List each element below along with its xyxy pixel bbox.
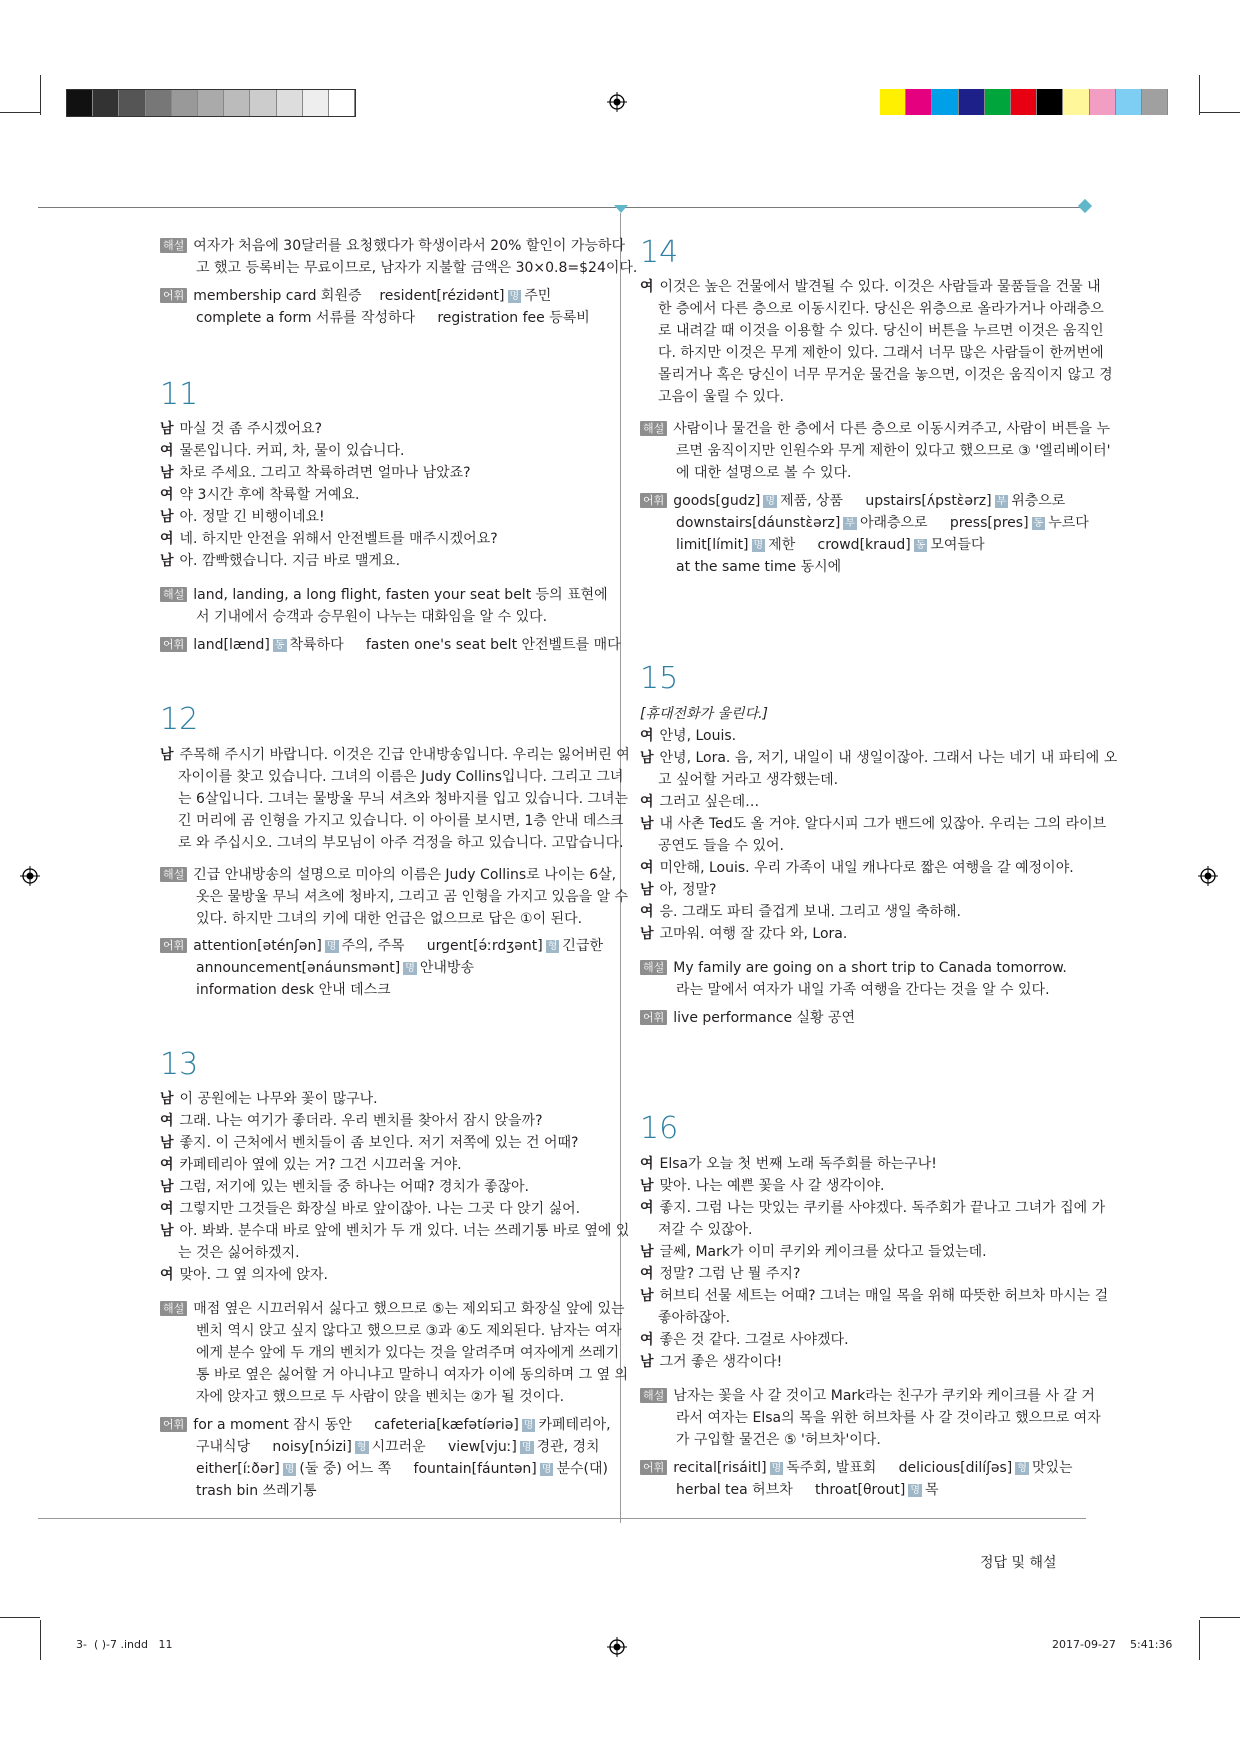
text: 고 싶어할 거라고 생각했는데. <box>658 772 839 788</box>
vocab-line <box>196 1458 608 1480</box>
text: 주목해 주시기 바랍니다. 이것은 긴급 안내방송입니다. 우리는 잃어버린 여 <box>179 747 630 763</box>
text: 누르다 <box>1048 515 1089 531</box>
speaker <box>160 744 630 766</box>
text: resident[rézidənt] <box>379 288 505 304</box>
text: 아. 정말 긴 비행이네요! <box>179 509 325 525</box>
noun-badge: 명 <box>910 1485 921 1496</box>
text: 네. 하지만 안전을 위해서 안전벨트를 매주시겠어요? <box>179 531 498 547</box>
speaker-label: 여 <box>640 728 654 744</box>
color-swatch <box>224 90 250 116</box>
explanation-10 <box>160 235 625 257</box>
text: cafeteria[kæfətíəriə] <box>374 1417 519 1433</box>
speaker-label: 남 <box>640 1244 654 1260</box>
speaker-label: 여 <box>160 1157 174 1173</box>
text: 안내방송 <box>419 960 474 976</box>
text: 여자가 처음에 30달러를 요청했다가 학생이라서 20% 할인이 가능하다 <box>193 238 625 254</box>
text: 그거 좋은 생각이다! <box>659 1354 783 1370</box>
question-number-16: 16 <box>640 1111 679 1146</box>
color-swatch <box>250 90 276 116</box>
vocab-line <box>196 307 590 329</box>
text: My family are going on a short trip to Canada tomorrow. <box>673 960 1067 976</box>
text: at the same time 동시에 <box>676 559 842 575</box>
text: urgent[ə́ːrdʒənt] <box>426 938 543 954</box>
text: 르면 움직이지만 인원수와 무게 제한이 있다고 했으므로 ③ '엘리베이터' <box>676 443 1111 459</box>
color-swatch <box>1116 89 1142 115</box>
text: 좋아하잖아. <box>658 1310 731 1326</box>
speaker-label: 남 <box>160 421 174 437</box>
text: 사람이나 물건을 한 층에서 다른 층으로 이동시켜주고, 사람이 버튼을 누 <box>673 421 1110 437</box>
vocab-15 <box>640 1007 855 1029</box>
text: 긴급한 <box>562 938 603 954</box>
text: announcement[ənáunsmənt] <box>196 960 401 976</box>
registration-mark-right <box>1198 866 1218 886</box>
print-date: 2017-09-27 <box>1052 1638 1116 1651</box>
text: 정말? 그럼 난 뭘 주지? <box>659 1266 801 1282</box>
speaker-label: 남 <box>160 1223 174 1239</box>
question-number-12: 12 <box>160 702 199 737</box>
speaker <box>640 901 961 923</box>
speaker-label: 남 <box>640 750 654 766</box>
text: 맞아. 그 옆 의자에 앉자. <box>179 1267 328 1283</box>
speaker-label: 여 <box>640 1200 654 1216</box>
color-swatch <box>1142 89 1168 115</box>
explanation-14 <box>640 418 1110 440</box>
speaker <box>640 879 716 901</box>
text: 좋은 것 같다. 그걸로 사야겠다. <box>659 1332 849 1348</box>
vocab-badge: 어휘 <box>160 1417 187 1432</box>
text: 라서 여자는 Elsa의 목을 위한 허브차를 사 갈 것이라고 했으므로 여자 <box>676 1410 1101 1426</box>
text: 제품, 상품 <box>780 493 844 509</box>
explain-badge: 해설 <box>640 1388 667 1403</box>
text: 카페테리아 옆에 있는 거? 그건 시끄러울 거야. <box>179 1157 462 1173</box>
section-footer: 정답 및 해설 <box>980 1555 1057 1571</box>
speaker-label: 여 <box>160 1201 174 1217</box>
text: 져갈 수 있잖아. <box>658 1222 753 1238</box>
color-swatch <box>329 90 355 116</box>
color-swatch <box>119 90 145 116</box>
text: 몰리거나 혹은 당신이 너무 무거운 물건을 놓으면, 이것은 움직이지 않고 경 <box>658 367 1113 383</box>
text: 구내식당 <box>196 1439 251 1455</box>
text: 공연도 들을 수 있어. <box>658 838 784 854</box>
noun-badge: 명 <box>753 540 764 551</box>
question-number-14: 14 <box>640 235 679 270</box>
noun-badge: 명 <box>523 1420 534 1431</box>
text: (둘 중) 어느 쪽 <box>299 1461 392 1477</box>
speaker <box>160 1132 578 1154</box>
color-bar-gray <box>66 89 356 117</box>
adv-badge: 부 <box>996 496 1007 507</box>
vocab-line <box>196 957 474 979</box>
text: 라는 말에서 여자가 내일 가족 여행을 간다는 것을 알 수 있다. <box>676 982 1050 998</box>
speaker-label: 남 <box>640 1354 654 1370</box>
explain-badge: 해설 <box>160 1301 187 1316</box>
speaker-label: 여 <box>160 531 174 547</box>
noun-badge: 명 <box>765 496 776 507</box>
vocab-10 <box>160 285 551 307</box>
text: 옷은 물방울 무늬 셔츠에 청바지, 그리고 곰 인형을 가지고 있음을 알 수 <box>196 889 629 905</box>
color-swatch <box>932 89 958 115</box>
text: 안녕, Louis. <box>659 728 737 744</box>
text: 자이이를 찾고 있습니다. 그녀의 이름은 Judy Collins입니다. 그리고 그녀 <box>178 769 624 785</box>
speaker <box>160 506 325 528</box>
header-diamond-end <box>1078 199 1092 213</box>
noun-badge: 명 <box>326 941 337 952</box>
text: 응. 그래도 파티 즐겁게 보내. 그리고 생일 축하해. <box>659 904 961 920</box>
speaker-label: 남 <box>160 553 174 569</box>
print-time: 5:41:36 <box>1130 1638 1173 1651</box>
text: 독주회, 발표회 <box>786 1460 877 1476</box>
speaker <box>640 791 759 813</box>
vocab-16 <box>640 1457 1073 1479</box>
color-swatch <box>146 90 172 116</box>
vocab-13 <box>160 1414 611 1436</box>
text: 한 층에서 다른 층으로 이동시킨다. 당신은 위층으로 올라가거나 아래층으 <box>658 301 1104 317</box>
question-number-13: 13 <box>160 1047 199 1082</box>
explain-badge: 해설 <box>160 238 187 253</box>
speaker <box>640 1241 987 1263</box>
text: 로 와 주십시오. 그녀의 부모님이 아주 걱정을 하고 있습니다. 고맙습니다. <box>178 835 624 851</box>
speaker <box>640 725 736 747</box>
speaker-label: 남 <box>160 465 174 481</box>
registration-mark-bottom <box>607 1637 627 1657</box>
text: 가 구입할 물건은 ⑤ '허브차'이다. <box>676 1432 881 1448</box>
color-swatch <box>880 89 906 115</box>
vocab-badge: 어휘 <box>640 1460 667 1475</box>
noun-badge: 명 <box>521 1442 532 1453</box>
color-swatch <box>959 89 985 115</box>
text: 그렇지만 그것들은 화장실 바로 앞이잖아. 나는 그곳 다 앉기 싫어. <box>179 1201 581 1217</box>
verb-badge: 동 <box>915 540 926 551</box>
crop-mark <box>0 112 40 113</box>
adj-badge: 형 <box>1017 1463 1027 1474</box>
color-swatch <box>1063 89 1089 115</box>
adj-badge: 형 <box>356 1442 367 1453</box>
speaker <box>640 1285 1108 1307</box>
text: attention[əténʃən] <box>193 938 322 954</box>
speaker-label: 여 <box>640 904 654 920</box>
speaker-label: 여 <box>640 279 654 295</box>
speaker-label: 남 <box>160 1091 174 1107</box>
text: 그래. 나는 여기가 좋더라. 우리 벤치를 찾아서 잠시 앉을까? <box>179 1113 543 1129</box>
text: Elsa가 오늘 첫 번째 노래 독주회를 하는구나! <box>659 1156 937 1172</box>
adv-badge: 부 <box>845 518 855 529</box>
color-swatch <box>1090 89 1116 115</box>
text: fasten one's seat belt 안전벨트를 매다 <box>365 637 621 653</box>
header-rule <box>38 207 1086 208</box>
speaker <box>640 1153 937 1175</box>
speaker-label: 남 <box>160 509 174 525</box>
text: 글쎄, Mark가 이미 쿠키와 케이크를 샀다고 들었는데. <box>659 1244 987 1260</box>
text: live performance 실황 공연 <box>673 1010 856 1026</box>
speaker-label: 여 <box>640 794 654 810</box>
text: noisy[nɔ́izi] <box>272 1439 352 1455</box>
speaker <box>160 440 404 462</box>
text: land, landing, a long flight, fasten your seat belt 등의 표현에 <box>193 587 608 603</box>
text: 자에 앉자고 했으므로 두 사람이 앉을 벤치는 ②가 될 것이다. <box>196 1389 565 1405</box>
text: 아. 봐봐. 분수대 바로 앞에 벤치가 두 개 있다. 너는 쓰레기통 바로 옆에 있 <box>179 1223 630 1239</box>
text: herbal tea 허브차 <box>676 1482 793 1498</box>
color-swatch <box>172 90 198 116</box>
text: throat[θrout] <box>815 1482 906 1498</box>
color-swatch <box>303 90 329 116</box>
text: 이 공원에는 나무와 꽃이 많구나. <box>179 1091 378 1107</box>
explanation-13 <box>160 1298 625 1320</box>
vocab-line <box>676 534 984 556</box>
explain-badge: 해설 <box>640 421 667 436</box>
speaker <box>160 1110 543 1132</box>
text: 고음이 울릴 수 있다. <box>658 389 784 405</box>
text: 다. 하지만 이것은 무게 제한이 있다. 그래서 너무 많은 사람들이 한꺼번에 <box>658 345 1104 361</box>
text: 좋지. 그럼 나는 맛있는 쿠키를 사야겠다. 독주회가 끝나고 그녀가 집에 가 <box>659 1200 1106 1216</box>
question-number-11: 11 <box>160 377 199 412</box>
explain-badge: 해설 <box>160 867 187 882</box>
vocab-11 <box>160 634 621 656</box>
speaker <box>640 1175 884 1197</box>
text: view[vjuː] <box>447 1439 517 1455</box>
speaker-label: 남 <box>640 816 654 832</box>
text: 고마워. 여행 잘 갔다 와, Lora. <box>659 926 848 942</box>
text: 주의, 주목 <box>341 938 405 954</box>
text: 내 사촌 Ted도 올 거야. 알다시피 그가 밴드에 있잖아. 우리는 그의 라이브 <box>659 816 1107 832</box>
text: 긴급 안내방송의 설명으로 미아의 이름은 Judy Collins로 나이는 6살, <box>193 867 617 883</box>
speaker-label: 남 <box>160 1135 174 1151</box>
text: 매점 옆은 시끄러워서 싫다고 했으므로 ⑤는 제외되고 화장실 앞에 있는 <box>193 1301 625 1317</box>
speaker <box>160 418 322 440</box>
explanation-12 <box>160 864 616 886</box>
text: 이것은 높은 건물에서 발견될 수 있다. 이것은 사람들과 물품들을 건물 내 <box>659 279 1101 295</box>
vocab-line <box>196 1436 600 1458</box>
text: downstairs[dáunstɛ̀ərz] <box>676 515 841 531</box>
text: 목 <box>925 1482 939 1498</box>
speaker <box>640 813 1106 835</box>
text: 긴 머리에 곰 인형을 가지고 있습니다. 이 아이를 보시면, 1층 안내 데스크 <box>178 813 624 829</box>
text: 그럼, 저기에 있는 벤치들 중 하나는 어때? 경치가 좋잖아. <box>179 1179 529 1195</box>
color-swatch <box>67 90 93 116</box>
text: 는 것은 싫어하겠지. <box>178 1245 300 1261</box>
noun-badge: 명 <box>541 1464 552 1475</box>
text: 약 3시간 후에 착륙할 거예요. <box>179 487 360 503</box>
speaker-label: 남 <box>160 747 174 763</box>
speaker <box>640 1197 1105 1219</box>
text: membership card 회원증 <box>193 288 362 304</box>
color-swatch <box>198 90 224 116</box>
text: 좋지. 이 근처에서 벤치들이 좀 보인다. 저기 저쪽에 있는 건 어때? <box>179 1135 579 1151</box>
color-swatch <box>277 90 303 116</box>
noun-badge: 명 <box>771 1463 782 1474</box>
text: 주민 <box>524 288 552 304</box>
text: recital[risáitl] <box>673 1460 767 1476</box>
color-swatch <box>1037 89 1063 115</box>
vocab-line <box>676 1479 939 1501</box>
vocab-14 <box>640 490 1065 512</box>
speaker-label: 남 <box>640 1288 654 1304</box>
text: 통 바로 옆은 싫어할 거 아니냐고 말하니 여자가 이에 동의하며 그 옆 의 <box>196 1367 629 1383</box>
registration-mark-top <box>607 92 627 112</box>
registration-mark-left <box>20 866 40 886</box>
color-swatch <box>906 89 932 115</box>
speaker-label: 여 <box>160 1113 174 1129</box>
speaker <box>640 747 1117 769</box>
crop-mark <box>1199 1620 1200 1660</box>
verb-badge: 동 <box>274 640 285 651</box>
text: 에게 분수 앞에 두 개의 벤치가 있다는 것을 알려주며 여자에게 쓰레기 <box>196 1345 620 1361</box>
crop-mark <box>40 75 41 115</box>
text: 안녕, Lora. 음, 저기, 내일이 내 생일이잖아. 그래서 나는 네기 내 파티에 오 <box>659 750 1118 766</box>
explanation-11 <box>160 584 608 606</box>
text: 차로 주세요. 그리고 착륙하려면 얼마나 남았죠? <box>179 465 471 481</box>
speaker-label: 여 <box>640 1332 654 1348</box>
explanation-16 <box>640 1385 1095 1407</box>
crop-mark <box>0 1617 40 1618</box>
text: 맞아. 나는 예쁜 꽃을 사 갈 생각이야. <box>659 1178 885 1194</box>
vocab-badge: 어휘 <box>640 1010 667 1025</box>
text: limit[límit] <box>676 537 749 553</box>
speaker-label: 여 <box>640 1156 654 1172</box>
text: registration fee 등록비 <box>437 310 590 326</box>
text: 마실 것 좀 주시겠어요? <box>179 421 323 437</box>
question-number-15: 15 <box>640 661 679 696</box>
text: 카페테리아, <box>538 1417 611 1433</box>
text: 남자는 꽃을 사 갈 것이고 Mark라는 친구가 쿠키와 케이크를 사 갈 거 <box>673 1388 1095 1404</box>
text: 아, 정말? <box>659 882 717 898</box>
crop-mark <box>1199 75 1200 115</box>
file-info: 3- ( )-7 .indd 11 <box>76 1638 173 1651</box>
vocab-12 <box>160 935 603 957</box>
speaker-label: 남 <box>640 882 654 898</box>
speaker-label: 남 <box>640 926 654 942</box>
text: 허브티 선물 세트는 어때? 그녀는 매일 목을 위해 따뜻한 허브차 마시는 걸 <box>659 1288 1109 1304</box>
adj-badge: 형 <box>547 941 558 952</box>
stage-direction: [휴대전화가 울린다.] <box>640 706 769 722</box>
text: for a moment 잠시 동안 <box>193 1417 352 1433</box>
text: 아래층으로 <box>859 515 928 531</box>
text: complete a form 서류를 작성하다 <box>196 310 416 326</box>
text: 물론입니다. 커피, 차, 물이 있습니다. <box>179 443 405 459</box>
text: press[pres] <box>949 515 1029 531</box>
text: 위층으로 <box>1011 493 1066 509</box>
color-swatch <box>985 89 1011 115</box>
text: 그러고 싶은데… <box>659 794 760 810</box>
text: 분수(대) <box>556 1461 608 1477</box>
speaker-label: 여 <box>640 860 654 876</box>
speaker-label: 여 <box>640 1266 654 1282</box>
vocab-line <box>676 512 1089 534</box>
speaker-label: 여 <box>160 443 174 459</box>
speaker-label: 남 <box>640 1178 654 1194</box>
vocab-badge: 어휘 <box>160 637 187 652</box>
speaker-label: 여 <box>160 1267 174 1283</box>
noun-badge: 명 <box>405 963 415 974</box>
text: 모여들다 <box>930 537 985 553</box>
speaker <box>160 1220 629 1242</box>
noun-badge: 명 <box>509 291 520 302</box>
text: upstairs[ʌ́pstɛ̀ərz] <box>865 493 992 509</box>
speaker <box>640 923 847 945</box>
speaker <box>160 1088 378 1110</box>
header-diamond-center <box>614 205 628 213</box>
crop-mark <box>1200 112 1240 113</box>
vocab-badge: 어휘 <box>160 938 187 953</box>
explain-badge: 해설 <box>640 960 667 975</box>
text: delicious[dilíʃəs] <box>898 1460 1013 1476</box>
speaker-label: 여 <box>160 487 174 503</box>
text: 고 했고 등록비는 무료이므로, 남자가 지불할 금액은 30×0.8=$24이다. <box>196 260 638 276</box>
text: 는 6살입니다. 그녀는 물방울 무늬 셔츠와 청바지를 입고 있습니다. 그녀는 <box>178 791 629 807</box>
text: land[lænd] <box>193 637 270 653</box>
speaker <box>160 1154 462 1176</box>
text: information desk 안내 데스크 <box>196 982 391 998</box>
text: 제한 <box>768 537 796 553</box>
speaker <box>160 550 400 572</box>
text: crowd[kraud] <box>817 537 911 553</box>
text: 로 내려갈 때 이것을 이용할 수 있다. 당신이 버튼을 누르면 이것은 움직인 <box>658 323 1104 339</box>
speaker <box>640 1351 782 1373</box>
noun-badge: 명 <box>284 1464 295 1475</box>
speaker-label: 남 <box>160 1179 174 1195</box>
text: 서 기내에서 승객과 승무원이 나누는 대화임을 알 수 있다. <box>196 609 548 625</box>
speaker <box>160 1264 328 1286</box>
speaker <box>160 1176 529 1198</box>
color-swatch <box>93 90 119 116</box>
text: trash bin 쓰레기통 <box>196 1483 317 1499</box>
explanation-15 <box>640 957 1067 979</box>
text: 있다. 하지만 그녀의 키에 대한 언급은 없으므로 답은 ①이 된다. <box>196 911 583 927</box>
text: 벤치 역시 앉고 싶지 않다고 했으므로 ③과 ④도 제외된다. 남자는 여자 <box>196 1323 622 1339</box>
text: goods[gudz] <box>673 493 761 509</box>
speaker <box>640 1329 849 1351</box>
crop-mark <box>40 1620 41 1660</box>
color-swatch <box>1011 89 1037 115</box>
text: 시끄러운 <box>371 1439 426 1455</box>
explain-badge: 해설 <box>160 587 187 602</box>
crop-mark <box>1200 1617 1240 1618</box>
text: 에 대한 설명으로 볼 수 있다. <box>676 465 852 481</box>
text: either[íːðər] <box>196 1461 280 1477</box>
speaker <box>160 528 498 550</box>
color-bar-color <box>880 89 1168 115</box>
vocab-badge: 어휘 <box>640 493 667 508</box>
speaker <box>160 1198 580 1220</box>
text: 아. 깜빡했습니다. 지금 바로 맬게요. <box>179 553 401 569</box>
text: 미안해, Louis. 우리 가족이 내일 캐나다로 짧은 여행을 갈 예정이야. <box>659 860 1074 876</box>
verb-badge: 동 <box>1033 518 1044 529</box>
bottom-rule <box>38 1518 1086 1519</box>
text: fountain[fáuntən] <box>413 1461 537 1477</box>
text: 맛있는 <box>1031 1460 1073 1476</box>
speaker <box>160 462 471 484</box>
text: 경관, 경치 <box>536 1439 600 1455</box>
speaker <box>640 276 1101 298</box>
speaker <box>160 484 359 506</box>
text: 착륙하다 <box>289 637 344 653</box>
speaker <box>640 1263 800 1285</box>
speaker <box>640 857 1074 879</box>
vocab-badge: 어휘 <box>160 288 187 303</box>
